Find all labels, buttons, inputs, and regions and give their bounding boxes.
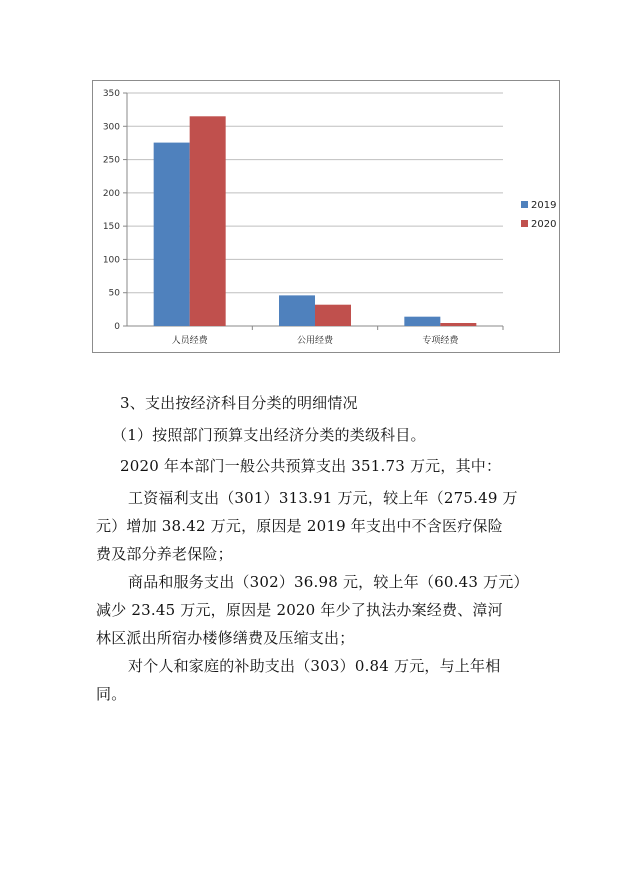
bar xyxy=(279,295,315,326)
legend-label: 2019 xyxy=(531,200,557,211)
paragraph-line: 费及部分养老保险； xyxy=(96,545,233,563)
paragraph-line: 同。 xyxy=(96,685,127,703)
paragraph-line: 减少 23.45 万元，原因是 2020 年少了执法办案经费、漳河 xyxy=(96,601,503,619)
y-tick-label: 350 xyxy=(102,89,120,99)
legend-label: 2020 xyxy=(531,219,557,230)
y-tick-label: 100 xyxy=(102,255,120,266)
legend-swatch xyxy=(521,220,528,227)
legend-swatch xyxy=(521,201,528,208)
y-tick-label: 300 xyxy=(102,122,120,133)
bar xyxy=(440,323,476,326)
bar xyxy=(404,317,440,326)
y-tick-label: 250 xyxy=(102,155,120,166)
chart-svg xyxy=(93,81,561,354)
bar xyxy=(154,143,190,326)
bar-chart xyxy=(92,80,560,353)
paragraph-line: 元）增加 38.42 万元，原因是 2019 年支出中不含医疗保险 xyxy=(96,517,503,535)
bar xyxy=(315,305,351,326)
paragraph-line: 工资福利支出（301）313.91 万元，较上年（275.49 万 xyxy=(128,489,518,507)
bar xyxy=(190,116,226,326)
paragraph-line: 对个人和家庭的补助支出（303）0.84 万元，与上年相 xyxy=(128,657,501,675)
paragraph-line: 商品和服务支出（302）36.98 元，较上年（60.43 万元） xyxy=(128,573,529,591)
x-category-label: 人员经费 xyxy=(171,336,208,346)
y-tick-label: 0 xyxy=(114,322,120,332)
x-category-label: 专项经费 xyxy=(422,336,459,346)
paragraph-line: 2020 年本部门一般公共预算支出 351.73 万元，其中： xyxy=(120,457,502,475)
y-tick-label: 50 xyxy=(108,288,120,299)
x-category-label: 公用经费 xyxy=(296,336,334,346)
paragraph-line: 林区派出所宿办楼修缮费及压缩支出； xyxy=(96,629,355,647)
subsection-heading: （1）按照部门预算支出经济分类的类级科目。 xyxy=(112,426,426,444)
section-heading: 3、支出按经济科目分类的明细情况 xyxy=(120,394,358,412)
y-tick-label: 200 xyxy=(102,188,120,199)
y-tick-label: 150 xyxy=(102,222,120,233)
